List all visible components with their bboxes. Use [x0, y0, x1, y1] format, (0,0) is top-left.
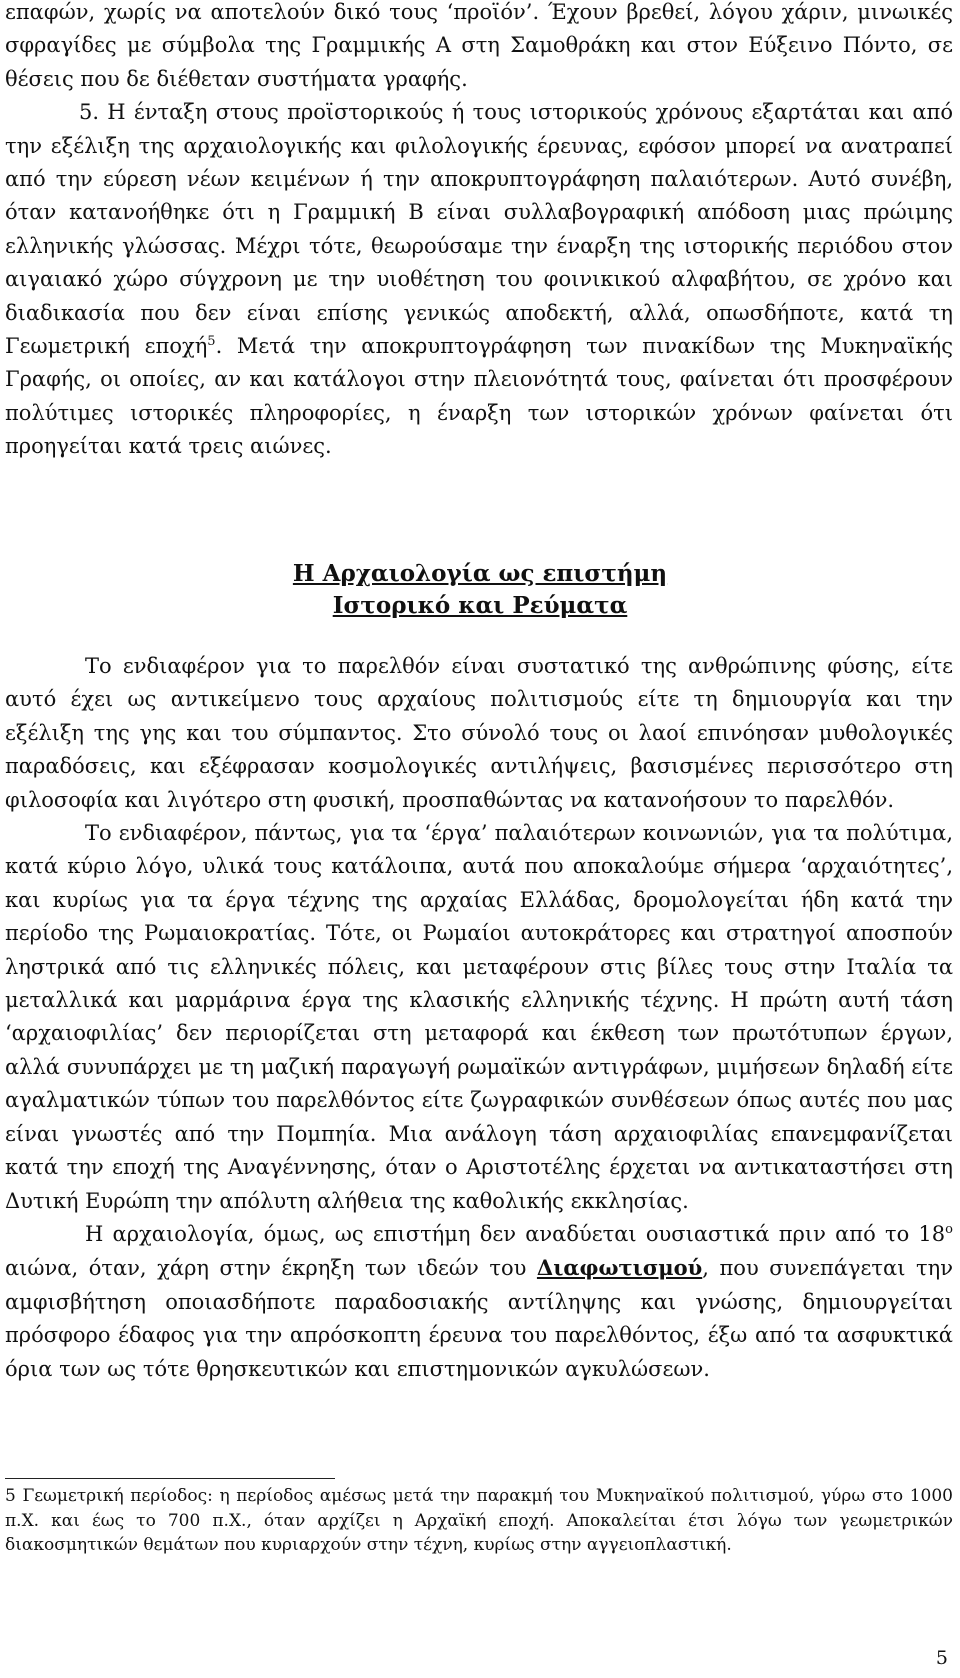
heading-line-1: Η Αρχαιολογία ως επιστήμη: [292, 560, 668, 587]
heading-line-2: Ιστορικό και Ρεύματα: [332, 592, 628, 619]
footnote-5: [5, 1484, 953, 1558]
item-text: Η ένταξη στους προϊστορικούς ή τους ιστορικούς χρόνους εξαρτάται και από την εξέλιξη της αρχαιολογικής και φιλολογικής έρευνας, εφόσον μπορεί να ανατραπεί από την εύρεση νέων κειμένων ή την αποκρυπτογράφηση παλαιότερων. Αυτό συνέβη, όταν κατανοήθηκε ότι η Γραμμική Β είναι συλλαβογραφική απόδοση μιας πρώιμης ελληνικής γλώσσας. Μέχρι τότε, θεωρούσαμε την έναρξη της ιστορικής περιόδου στον αιγαιακό χώρο σύγχρονη με την υιοθέτηση του φοινικικού αλφαβήτου, σε χρόνο και διαδικασία που δεν είναι επίσης γενικώς αποδεκτή, αλλά, οπωσδήποτε, κατά τη Γεωμετρική εποχή: [5, 100, 953, 359]
footnote-text: Γεωμετρική περίοδος: η περίοδος αμέσως μετά την παρακμή του Μυκηναϊκού πολιτισμού, γύρω στο 1000 π.Χ. και έως το 700 π.Χ., όταν αρχίζει η Αρχαϊκή εποχή. Αποκαλείται έτσι λόγω των γεωμετρικών διακοσμητικών θεμάτων που κυριαρχούν στην τέχνη, κυρίως στην αγγειοπλαστική.: [5, 1486, 953, 1556]
item-number: 5.: [79, 100, 100, 125]
footnote-reference[interactable]: 5: [207, 334, 216, 350]
section-paragraph-2: Το ενδιαφέρον, πάντως, για τα ‘έργα’ παλαιότερων κοινωνιών, για τα πολύτιμα, κατά κύριο λόγο, υλικά τους κατάλοιπα, αυτά που αποκαλούμε σήμερα ‘αρχαιότητες’, και κυρίως για τα έργα τέχνης της αρχαίας Ελλάδας, δρομολογείται ήδη κατά την περίοδο της Ρωμαιοκρατίας. Τότε, οι Ρωμαίοι αυτοκράτορες και στρατηγοί αποσπούν ληστρικά από τις ελληνικές πόλεις, και μεταφέρουν στις βίλες τους στην Ιταλία τα μεταλλικά και μαρμάρινα έργα της κλασικής ελληνικής τέχνης. Η πρώτη αυτή τάση ‘αρχαιοφιλίας’ δεν περιορίζεται στη μεταφορά και έκθεση των πρωτότυπων έργων, αλλά συνυπάρχει με τη μαζική παραγωγή ρωμαϊκών αντιγράφων, μιμήσεων δηλαδή είτε αγαλματικών τύπων του παρελθόντος είτε ζωγραφικών συνθέσεων όπως αυτές που μας είναι γνωστές από την Πομπηία. Μια ανάλογη τάση αρχαιοφιλίας επανεμφανίζεται κατά την εποχή της Αναγέννησης, όταν ο Αριστοτέλης έρχεται να αντικαταστήσει στη Δυτική Ευρώπη την απόλυτη αλήθεια της καθολικής εκκλησίας.: [5, 821, 953, 1213]
page-number: 5: [935, 1647, 948, 1669]
footnote-separator: [5, 1478, 335, 1479]
paragraph-3-end: , που συνεπάγεται την αμφισβήτηση οποιασδήποτε παραδοσιακής αντίληψης και γνώσης, δημιουργείται πρόσφορο έδαφος για την απρόσκοπτη έρευνα του παρελθόντος, έξω από τα ασφυκτικά όρια των ως τότε θρησκευτικών και επιστημονικών αγκυλώσεων.: [5, 1256, 953, 1381]
enlightenment-term: Διαφωτισμού: [536, 1255, 703, 1281]
intro-text-block: [5, 0, 953, 464]
intro-continued-paragraph: επαφών, χωρίς να αποτελούν δικό τους ‘προϊόν’. Έχουν βρεθεί, λόγου χάριν, μινωικές σφραγίδες με σύμβολα της Γραμμικής Α στη Σαμοθράκη και στον Εύξεινο Πόντο, σε θέσεις που δε διέθεταν συστήματα γραφής.: [5, 0, 953, 91]
section-body: [5, 650, 953, 1386]
paragraph-3-middle: αιώνα, όταν, χάρη στην έκρηξη των ιδεών του: [5, 1256, 537, 1281]
item-text-end: . Μετά την αποκρυπτογράφηση των πινακίδων της Μυκηναϊκής Γραφής, οι οποίες, αν και κατάλογοι στην πλειονότητά τους, φαίνεται ότι προσφέρουν πολύτιμες ιστορικές πληροφορίες, η έναρξη των ιστορικών χρόνων φαίνεται ότι προηγείται κατά τρεις αιώνες.: [5, 334, 953, 459]
ordinal-superscript: ο: [945, 1221, 953, 1237]
paragraph-3-start: Η αρχαιολογία, όμως, ως επιστήμη δεν αναδύεται ουσιαστικά πριν από το 18: [85, 1221, 946, 1246]
section-paragraph-1: Το ενδιαφέρον για το παρελθόν είναι συστατικό της ανθρώπινης φύσης, είτε αυτό έχει ως αντικείμενο τους αρχαίους πολιτισμούς είτε τη δημιουργία και την εξέλιξη της γης και του σύμπαντος. Στο σύνολό τους οι λαοί επινόησαν μυθολογικές παραδόσεις, και εξέφρασαν κοσμολογικές αντιλήψεις, βασισμένες περισσότερο στη φιλοσοφία και λιγότερο στη φυσική, προσπαθώντας να κατανοήσουν το παρελθόν.: [5, 654, 953, 812]
footnote-number: 5: [5, 1486, 16, 1506]
section-paragraph-3: [5, 1218, 953, 1386]
section-heading: [0, 558, 960, 622]
numbered-item-5: [5, 96, 953, 463]
